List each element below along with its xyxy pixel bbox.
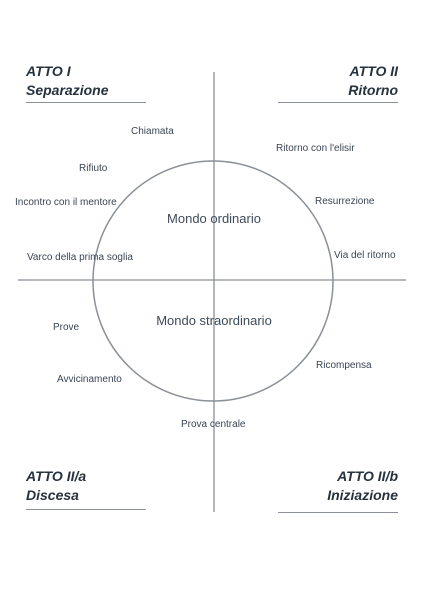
act-label: ATTO II/a — [26, 468, 87, 484]
world-ordinary: Mondo ordinario — [167, 211, 261, 226]
act-name: Separazione — [26, 82, 109, 98]
stage-avvicinamento: Avvicinamento — [57, 374, 122, 385]
stage-elisir: Ritorno con l'elisir — [276, 143, 355, 154]
act-name: Ritorno — [348, 82, 398, 98]
stage-mentore: Incontro con il mentore — [15, 197, 117, 208]
journey-circle — [93, 161, 333, 401]
act-label: ATTO I — [26, 63, 71, 79]
act-label: ATTO II/b — [337, 468, 398, 484]
world-extraordinary: Mondo straordinario — [156, 313, 272, 328]
act-bottom-right — [327, 467, 398, 505]
act-name: Iniziazione — [327, 487, 398, 503]
act-top-right — [348, 62, 398, 100]
act-underline — [278, 102, 398, 103]
act-label: ATTO II — [349, 63, 398, 79]
act-top-left — [26, 62, 108, 100]
act-underline — [278, 512, 398, 513]
stage-prova-centrale: Prova centrale — [181, 419, 246, 430]
act-underline — [26, 509, 146, 510]
act-name: Discesa — [26, 487, 79, 503]
stage-ricompensa: Ricompensa — [316, 360, 372, 371]
act-underline — [26, 102, 146, 103]
stage-rifiuto: Rifiuto — [79, 163, 108, 174]
stage-chiamata: Chiamata — [131, 126, 174, 137]
stage-resurrezione: Resurrezione — [315, 196, 375, 207]
stage-prove: Prove — [53, 322, 80, 333]
act-bottom-left — [26, 467, 86, 505]
stage-soglia: Varco della prima soglia — [27, 252, 133, 263]
stage-via-ritorno: Via del ritorno — [334, 250, 396, 261]
